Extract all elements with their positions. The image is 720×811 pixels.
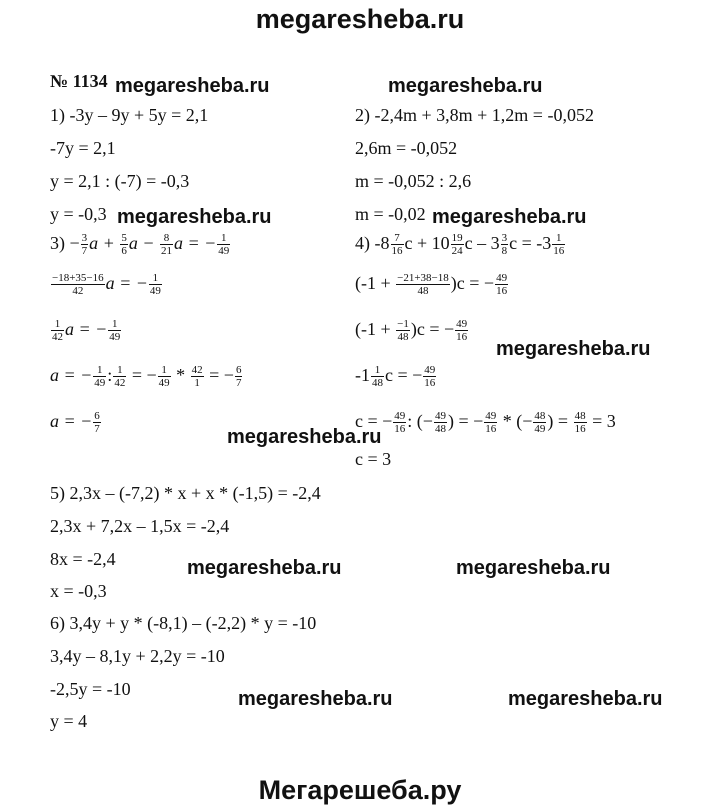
denominator: 16	[485, 423, 497, 436]
fraction	[81, 232, 89, 257]
eq-line	[50, 272, 163, 297]
fraction	[93, 410, 101, 435]
eq-line: 6) 3,4y + y * (-8,1) – (-2,2) * y = -10	[50, 613, 317, 633]
denominator: 49	[149, 285, 161, 298]
eq-line	[355, 364, 437, 389]
numerator: 1	[149, 272, 162, 285]
fraction	[484, 410, 497, 435]
text: c = −	[355, 411, 393, 431]
text: )c = −	[410, 319, 455, 339]
text: * (−	[498, 411, 533, 431]
fraction	[51, 272, 105, 297]
fraction	[501, 232, 509, 257]
fraction	[423, 364, 436, 389]
eq-line: y = -0,3	[50, 204, 107, 224]
fraction	[396, 318, 410, 343]
eq-line: 1) -3y – 9y + 5y = 2,1	[50, 105, 209, 125]
text: ) =	[547, 411, 573, 431]
text: -1	[355, 365, 370, 385]
fraction	[451, 232, 464, 257]
eq-line	[355, 318, 469, 343]
denominator: 16	[574, 423, 586, 436]
fraction	[396, 272, 450, 297]
text: (-1 +	[355, 319, 396, 339]
eq-line: 5) 2,3x – (-7,2) * x + x * (-1,5) = -2,4	[50, 483, 321, 503]
eq-line: m = -0,052 : 2,6	[355, 171, 472, 191]
text: a +	[89, 233, 120, 253]
denominator: 7	[235, 377, 242, 390]
numerator: 8	[160, 232, 173, 245]
fraction	[160, 232, 173, 257]
numerator: 49	[434, 410, 446, 423]
fraction	[93, 364, 106, 389]
watermark: megaresheba.ru	[227, 426, 382, 448]
text: (-1 +	[355, 273, 396, 293]
numerator: −1	[397, 318, 409, 331]
eq-line: y = 2,1 : (-7) = -0,3	[50, 171, 190, 191]
text: )c = −	[450, 273, 495, 293]
fraction	[391, 232, 404, 257]
eq-line	[50, 364, 243, 389]
text: a = −	[50, 365, 93, 385]
text: = −	[127, 365, 157, 385]
text: 4) -8	[355, 233, 390, 253]
eq-line: x = -0,3	[50, 581, 107, 601]
numerator: 1	[552, 232, 565, 245]
text: a = −	[65, 319, 108, 339]
fraction	[434, 410, 447, 435]
denominator: 6	[121, 245, 127, 258]
denominator: 42	[114, 377, 126, 390]
denominator: 49	[94, 377, 106, 390]
numerator: −18+35−16	[52, 272, 104, 285]
denominator: 48	[397, 331, 409, 344]
eq-line	[50, 410, 102, 435]
text: a = −	[105, 273, 148, 293]
watermark-bottom: Мегарешеба.ру	[258, 775, 462, 805]
numerator: 48	[574, 410, 586, 423]
numerator: 48	[534, 410, 546, 423]
denominator: 49	[218, 245, 230, 258]
fraction	[113, 364, 126, 389]
numerator: 49	[394, 410, 406, 423]
numerator: −21+38−18	[397, 272, 449, 285]
text: c + 10	[404, 233, 450, 253]
fraction	[235, 364, 243, 389]
denominator: 16	[424, 377, 436, 390]
fraction	[217, 232, 230, 257]
watermark: megaresheba.ru	[187, 557, 342, 579]
numerator: 1	[108, 318, 121, 331]
denominator: 7	[81, 245, 88, 258]
eq-line: m = -0,02	[355, 204, 426, 224]
numerator: 49	[424, 364, 436, 377]
eq-line	[355, 232, 566, 257]
fraction	[158, 364, 171, 389]
text: ) = −	[447, 411, 484, 431]
numerator: 49	[496, 272, 508, 285]
watermark: megaresheba.ru	[432, 206, 587, 228]
numerator: 42	[191, 364, 203, 377]
denominator: 24	[451, 245, 463, 258]
text: :	[107, 365, 113, 385]
denominator: 16	[394, 423, 406, 436]
denominator: 49	[158, 377, 170, 390]
numerator: 3	[501, 232, 508, 245]
numerator: 19	[451, 232, 463, 245]
eq-line: 2,6m = -0,052	[355, 138, 458, 158]
denominator: 42	[52, 331, 63, 344]
text: = 3	[587, 411, 616, 431]
eq-line: -2,5y = -10	[50, 679, 131, 699]
fraction	[149, 272, 162, 297]
denominator: 16	[553, 245, 565, 258]
numerator: 1	[371, 364, 384, 377]
text: a = −	[50, 411, 93, 431]
denominator: 16	[391, 245, 403, 258]
fraction	[191, 364, 204, 389]
eq-line: 8x = -2,4	[50, 549, 116, 569]
denominator: 8	[501, 245, 508, 258]
fraction	[455, 318, 468, 343]
denominator: 48	[372, 377, 383, 390]
denominator: 42	[72, 285, 84, 298]
text: a = −	[173, 233, 217, 253]
numerator: 49	[456, 318, 468, 331]
numerator: 49	[485, 410, 497, 423]
watermark: megaresheba.ru	[388, 75, 543, 97]
numerator: 5	[121, 232, 127, 245]
watermark: megaresheba.ru	[115, 75, 270, 97]
fraction	[533, 410, 546, 435]
numerator: 7	[391, 232, 404, 245]
fraction	[393, 410, 406, 435]
eq-line: -7y = 2,1	[50, 138, 116, 158]
numerator: 6	[235, 364, 242, 377]
numerator: 1	[113, 364, 126, 377]
watermark: megaresheba.ru	[238, 688, 393, 710]
numerator: 3	[81, 232, 88, 245]
fraction	[574, 410, 587, 435]
eq-line: c = 3	[355, 449, 392, 469]
denominator: 7	[94, 423, 100, 436]
numerator: 1	[51, 318, 64, 331]
fraction	[495, 272, 508, 297]
watermark: megaresheba.ru	[456, 557, 611, 579]
text: c = -3	[509, 233, 552, 253]
denominator: 49	[109, 331, 121, 344]
eq-line: 2,3x + 7,2x – 1,5x = -2,4	[50, 516, 230, 536]
eq-line: y = 4	[50, 711, 88, 731]
eq-line	[355, 272, 509, 297]
fraction	[371, 364, 384, 389]
fraction	[552, 232, 565, 257]
watermark-top: megaresheba.ru	[255, 4, 465, 34]
denominator: 49	[534, 423, 546, 436]
denominator: 16	[456, 331, 468, 344]
denominator: 21	[160, 245, 172, 258]
fraction	[120, 232, 128, 257]
eq-line: 3,4y – 8,1y + 2,2y = -10	[50, 646, 225, 666]
watermark: megaresheba.ru	[117, 206, 272, 228]
text: = −	[204, 365, 234, 385]
fraction	[108, 318, 121, 343]
denominator: 48	[434, 423, 446, 436]
text: c = −	[385, 365, 423, 385]
watermark: megaresheba.ru	[496, 338, 651, 360]
denominator: 1	[194, 377, 200, 390]
fraction	[51, 318, 64, 343]
denominator: 48	[417, 285, 429, 298]
numerator: 1	[93, 364, 106, 377]
text: a −	[128, 233, 159, 253]
text: c – 3	[464, 233, 500, 253]
numerator: 1	[217, 232, 230, 245]
numerator: 6	[94, 410, 100, 423]
eq-line	[50, 232, 231, 257]
numerator: 1	[158, 364, 171, 377]
eq-line	[355, 410, 616, 435]
eq-line	[50, 318, 122, 343]
text: 3) −	[50, 233, 80, 253]
eq-line: 2) -2,4m + 3,8m + 1,2m = -0,052	[355, 105, 594, 125]
denominator: 16	[496, 285, 508, 298]
watermark: megaresheba.ru	[508, 688, 663, 710]
text: : (−	[407, 411, 433, 431]
problem-number: № 1134	[50, 71, 108, 91]
text: *	[171, 365, 190, 385]
